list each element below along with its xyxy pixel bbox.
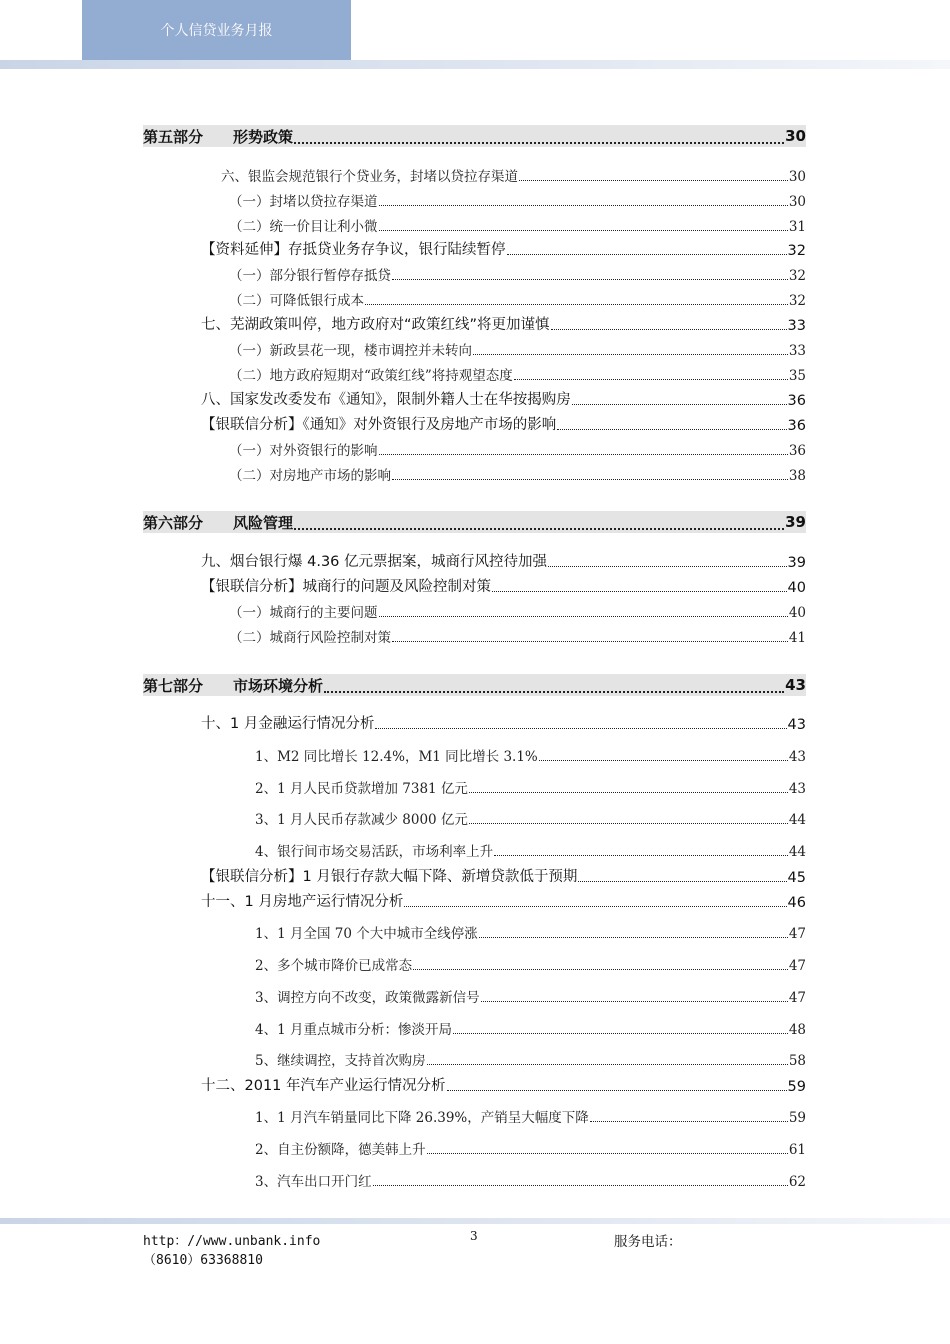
toc-entry[interactable]: [143, 1104, 806, 1126]
toc-page-number: 36: [787, 393, 806, 409]
toc-page-number: 38: [788, 468, 806, 484]
toc-entry[interactable]: [143, 1073, 806, 1095]
toc-page-number: 36: [788, 443, 806, 459]
toc-page-number: 45: [787, 870, 806, 886]
toc-entry-title: （二）可降低银行成本: [229, 293, 364, 309]
toc-entry-title: 3、1 月人民币存款减少 8000 亿元: [255, 812, 468, 828]
toc-entry[interactable]: [143, 362, 806, 384]
toc-dot-leader: [514, 378, 788, 380]
toc-page-number: 33: [788, 343, 806, 359]
toc-page-number: 47: [788, 990, 806, 1006]
toc-page-number: 43: [787, 717, 806, 733]
toc-entry[interactable]: [143, 864, 806, 886]
toc-entry-title: 2、多个城市降价已成常态: [255, 958, 413, 974]
toc-dot-leader: [539, 759, 788, 761]
toc-entry-title: （二）对房地产市场的影响: [229, 468, 391, 484]
toc-dot-leader: [324, 690, 784, 693]
toc-entry[interactable]: [143, 624, 806, 646]
toc-entry[interactable]: [143, 711, 806, 733]
toc-dot-leader: [548, 565, 787, 567]
toc-entry[interactable]: [143, 337, 806, 359]
toc-dot-leader: [572, 403, 787, 405]
toc-entry-title: （二）地方政府短期对“政策红线”将持观望态度: [229, 368, 513, 384]
toc-entry-title: [143, 512, 293, 533]
toc-entry[interactable]: [143, 1016, 806, 1038]
toc-entry-title: 4、银行间市场交易活跃，市场利率上升: [255, 844, 494, 860]
toc-page-number: 31: [788, 219, 806, 235]
toc-dot-leader: [494, 854, 788, 856]
toc-entry-title: 1、M2 同比增长 12.4%，M1 同比增长 3.1%: [255, 749, 538, 765]
toc-page-number: 58: [788, 1053, 806, 1069]
toc-dot-leader: [379, 453, 788, 455]
toc-entry[interactable]: [143, 599, 806, 621]
toc-dot-leader: [447, 1089, 787, 1091]
toc-entry[interactable]: [143, 984, 806, 1006]
toc-entry-title: 八、国家发改委发布《通知》，限制外籍人士在华按揭购房: [201, 392, 571, 408]
toc-entry-title: 十、1 月金融运行情况分析: [201, 716, 375, 732]
toc-entry-title: 5、继续调控，支持首次购房: [255, 1053, 426, 1069]
toc-dot-leader: [492, 590, 787, 592]
toc-page-number: 30: [785, 127, 806, 145]
footer-url[interactable]: http：//www.unbank.info: [143, 1234, 321, 1249]
toc-entry[interactable]: [143, 889, 806, 911]
toc-dot-leader: [379, 615, 788, 617]
toc-entry[interactable]: [143, 287, 806, 309]
toc-entry[interactable]: [143, 574, 806, 596]
toc-entry[interactable]: [143, 743, 806, 765]
toc-part-number: 第六部分: [143, 513, 204, 532]
toc-dot-leader: [578, 880, 786, 882]
footer-phone-number: （8610）63368810: [143, 1253, 263, 1268]
toc-page-number: 32: [787, 243, 806, 259]
toc-part-heading[interactable]: [143, 674, 806, 696]
toc-part-number: 第五部分: [143, 127, 204, 146]
toc-part-heading[interactable]: [143, 125, 806, 147]
toc-part-heading[interactable]: [143, 511, 806, 533]
header-divider: [0, 60, 950, 69]
toc-entry[interactable]: [143, 1136, 806, 1158]
toc-entry[interactable]: [143, 213, 806, 235]
toc-dot-leader: [294, 141, 784, 144]
toc-entry-title: 十二、2011 年汽车产业运行情况分析: [201, 1078, 446, 1094]
toc-entry[interactable]: [143, 806, 806, 828]
header-tab: [82, 0, 351, 60]
toc-dot-leader: [404, 905, 786, 907]
toc-entry[interactable]: [143, 163, 806, 185]
toc-entry[interactable]: [143, 952, 806, 974]
toc-page-number: 44: [788, 844, 806, 860]
toc-part-title: 形势政策: [233, 127, 294, 146]
toc-page-number: 39: [787, 555, 806, 571]
toc-page-number: 35: [788, 368, 806, 384]
toc-dot-leader: [453, 1032, 788, 1034]
toc-dot-leader: [519, 179, 788, 181]
toc-entry-title: [143, 126, 293, 147]
toc-entry-title: [143, 675, 323, 696]
toc-page-number: 43: [785, 676, 806, 694]
toc-entry-title: （一）部分银行暂停存抵贷: [229, 268, 391, 284]
footer-service-label: 服务电话：: [614, 1234, 682, 1250]
toc-entry-title: （一）封堵以贷拉存渠道: [229, 194, 378, 210]
toc-entry[interactable]: [143, 1168, 806, 1190]
toc-dot-leader: [379, 204, 788, 206]
toc-dot-leader: [469, 791, 788, 793]
toc-page-number: 59: [787, 1079, 806, 1095]
toc-entry-title: 3、汽车出口开门红: [255, 1174, 372, 1190]
toc-page-number: 40: [788, 605, 806, 621]
toc-entry[interactable]: [143, 462, 806, 484]
toc-dot-leader: [427, 1063, 788, 1065]
toc-dot-leader: [379, 229, 788, 231]
toc-entry-title: 4、1 月重点城市分析：惨淡开局: [255, 1022, 452, 1038]
toc-page-number: 61: [788, 1142, 806, 1158]
toc-entry-title: （一）新政昙花一现，楼市调控并未转向: [229, 343, 472, 359]
toc-page-number: 43: [788, 749, 806, 765]
toc-dot-leader: [392, 278, 788, 280]
toc-dot-leader: [413, 968, 788, 970]
toc-page-number: 30: [788, 194, 806, 210]
toc-entry[interactable]: [143, 312, 806, 334]
toc-entry-title: 1、1 月汽车销量同比下降 26.39%，产销呈大幅度下降: [255, 1110, 589, 1126]
toc-page-number: 47: [788, 926, 806, 942]
toc-entry-title: 3、调控方向不改变，政策微露新信号: [255, 990, 480, 1006]
toc-entry-title: 【银联信分析】《通知》对外资银行及房地产市场的影响: [201, 417, 557, 433]
header-title: 个人信贷业务月报: [160, 23, 273, 39]
toc-entry-title: 1、1 月全国 70 个大中城市全线停涨: [255, 926, 478, 942]
toc-dot-leader: [427, 1152, 788, 1154]
footer-divider: [0, 1218, 950, 1224]
toc-dot-leader: [469, 822, 788, 824]
toc-entry[interactable]: [143, 437, 806, 459]
toc-page-number: 32: [788, 268, 806, 284]
toc-entry[interactable]: [143, 412, 806, 434]
toc-page-number: 62: [788, 1174, 806, 1190]
toc-entry[interactable]: [143, 549, 806, 571]
toc-dot-leader: [481, 1000, 788, 1002]
toc-page-number: 44: [788, 812, 806, 828]
toc-dot-leader: [590, 1120, 788, 1122]
toc-entry-title: 【资料延伸】存抵贷业务存争议，银行陆续暂停: [201, 242, 506, 258]
toc-dot-leader: [479, 936, 788, 938]
toc-entry[interactable]: [143, 838, 806, 860]
toc-entry[interactable]: [143, 262, 806, 284]
toc-entry[interactable]: [143, 1047, 806, 1069]
toc-dot-leader: [551, 328, 787, 330]
toc-page-number: 40: [787, 580, 806, 596]
toc-page-number: 30: [788, 169, 806, 185]
toc-entry-title: 2、1 月人民币贷款增加 7381 亿元: [255, 781, 468, 797]
toc-entry-title: 2、自主份额降，德美韩上升: [255, 1142, 426, 1158]
toc-entry-title: 九、烟台银行爆 4.36 亿元票据案，城商行风控待加强: [201, 554, 548, 570]
toc-entry[interactable]: [143, 775, 806, 797]
toc-entry[interactable]: [143, 188, 806, 210]
toc-entry-title: 六、银监会规范银行个贷业务，封堵以贷拉存渠道: [221, 169, 518, 185]
toc-page-number: 59: [788, 1110, 806, 1126]
toc-page-number: 32: [788, 293, 806, 309]
toc-entry[interactable]: [143, 920, 806, 942]
toc-entry-title: 七、芜湖政策叫停，地方政府对“政策红线”将更加谨慎: [201, 317, 550, 333]
toc-page-number: 46: [787, 895, 806, 911]
toc-entry[interactable]: [143, 237, 806, 259]
toc-part-title: 风险管理: [233, 513, 294, 532]
toc-dot-leader: [365, 303, 788, 305]
toc-page-number: 41: [788, 630, 806, 646]
toc-dot-leader: [375, 727, 786, 729]
toc-entry-title: 十一、1 月房地产运行情况分析: [201, 894, 404, 910]
toc-entry-title: （二）统一价目让利小微: [229, 219, 378, 235]
toc-dot-leader: [294, 527, 784, 530]
toc-entry-title: （二）城商行风险控制对策: [229, 630, 391, 646]
toc-dot-leader: [373, 1184, 788, 1186]
toc-part-number: 第七部分: [143, 676, 204, 695]
toc-dot-leader: [392, 640, 788, 642]
toc-entry[interactable]: [143, 387, 806, 409]
toc-page-number: 39: [785, 513, 806, 531]
toc-dot-leader: [557, 428, 786, 430]
toc-part-title: 市场环境分析: [233, 676, 324, 695]
toc-entry-title: （一）城商行的主要问题: [229, 605, 378, 621]
toc-entry-title: 【银联信分析】城商行的问题及风险控制对策: [201, 579, 491, 595]
toc-page-number: 47: [788, 958, 806, 974]
page-number: 3: [470, 1229, 478, 1243]
toc-page-number: 43: [788, 781, 806, 797]
toc-dot-leader: [392, 478, 788, 480]
toc-page-number: 33: [787, 318, 806, 334]
toc-entry-title: （一）对外资银行的影响: [229, 443, 378, 459]
toc-dot-leader: [473, 353, 788, 355]
toc-dot-leader: [507, 253, 787, 255]
toc-page-number: 36: [787, 418, 806, 434]
toc-page-number: 48: [788, 1022, 806, 1038]
toc-entry-title: 【银联信分析】1 月银行存款大幅下降、新增贷款低于预期: [201, 869, 578, 885]
